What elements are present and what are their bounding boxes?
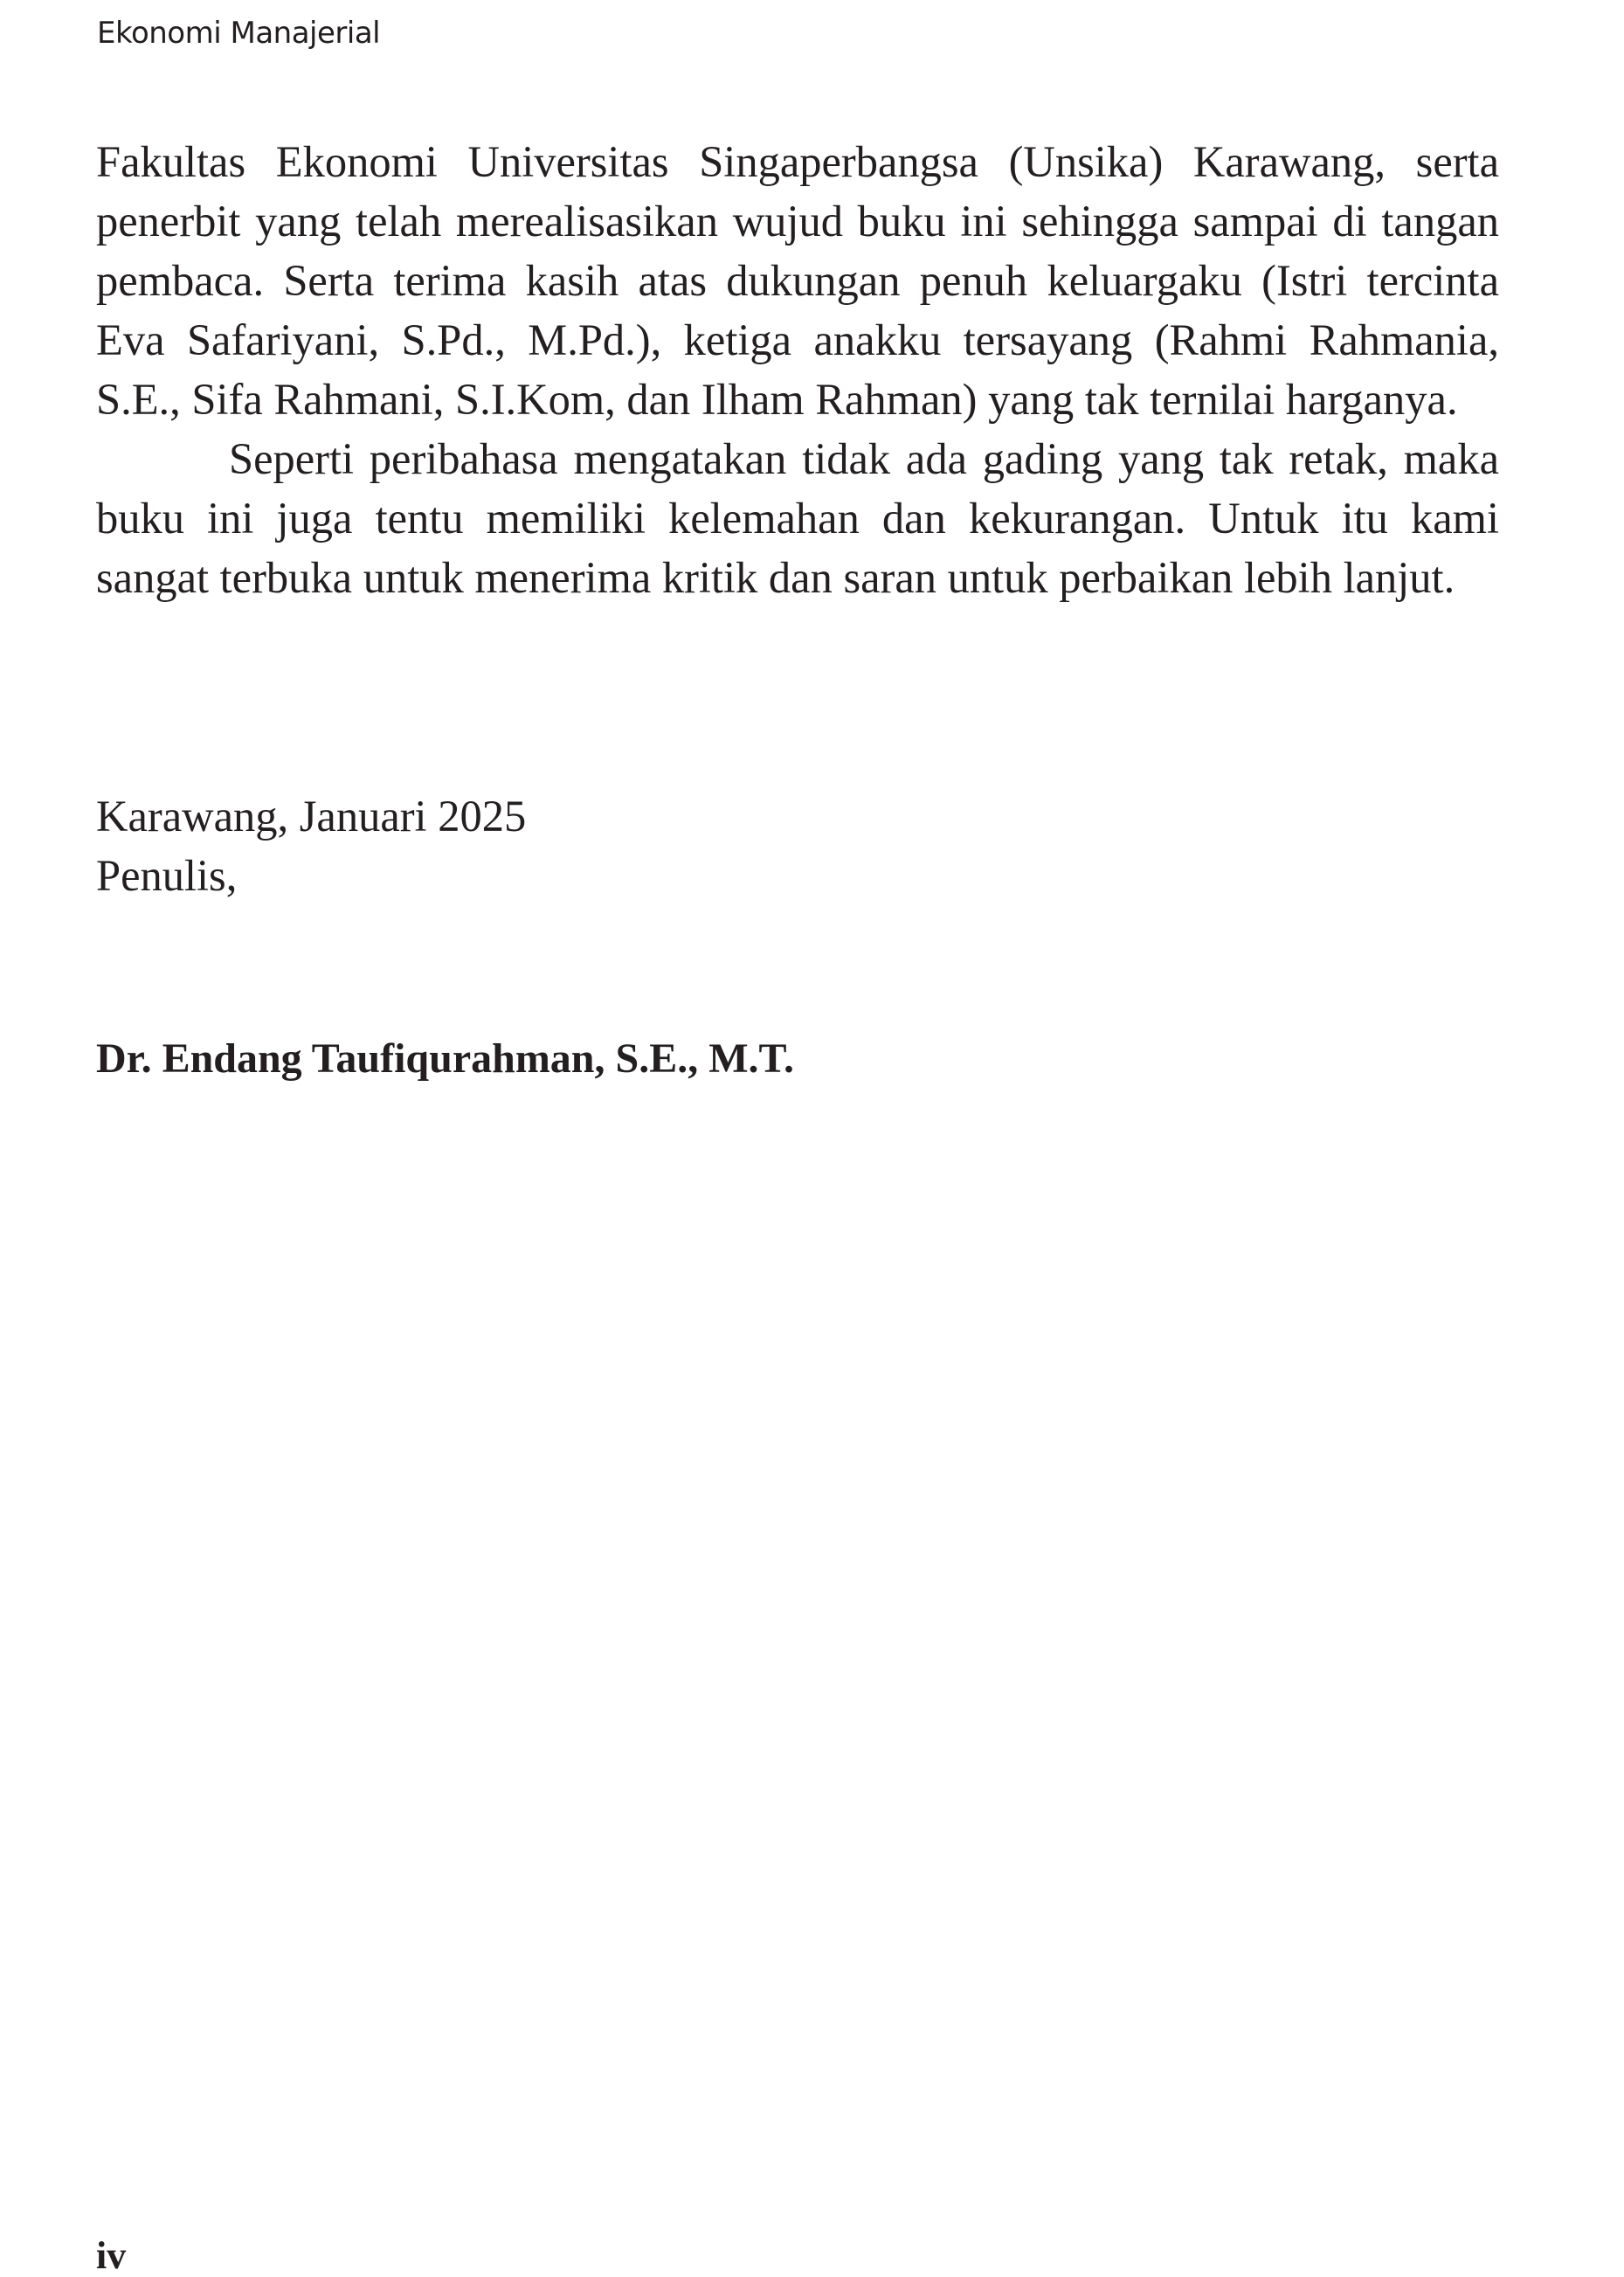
paragraph-acknowledgements: Fakultas Ekonomi Universitas Singaperbangsa (Unsika) Karawang, serta penerbit yang telah merealisasikan wujud buku ini sehingga sampai di tangan pembaca. Serta terima kasih atas dukungan penuh keluargaku (Istri tercinta Eva Safariyani, S.Pd., M.Pd.), ketiga anakku tersayang (Rahmi Rahmania, S.E., Sifa Rahmani, S.I.Kom, dan Ilham Rahman) yang tak ternilai harganya. <box>96 137 1499 424</box>
closing-block <box>96 786 526 905</box>
paragraph-closing-remarks: Seperti peribahasa mengatakan tidak ada gading yang tak retak, maka buku ini juga tentu memiliki kelemahan dan kekurangan. Untuk itu kami sangat terbuka untuk menerima kritik dan saran untuk perbaikan lebih lanjut. <box>96 434 1499 602</box>
page-number: iv <box>96 2234 127 2277</box>
author-name: Dr. Endang Taufiqurahman, S.E., M.T. <box>96 1035 794 1082</box>
running-header: Ekonomi Manajerial <box>97 16 381 51</box>
preface-body <box>96 132 1499 607</box>
signature-role: Penulis, <box>96 851 238 900</box>
place-date: Karawang, Januari 2025 <box>96 792 527 841</box>
